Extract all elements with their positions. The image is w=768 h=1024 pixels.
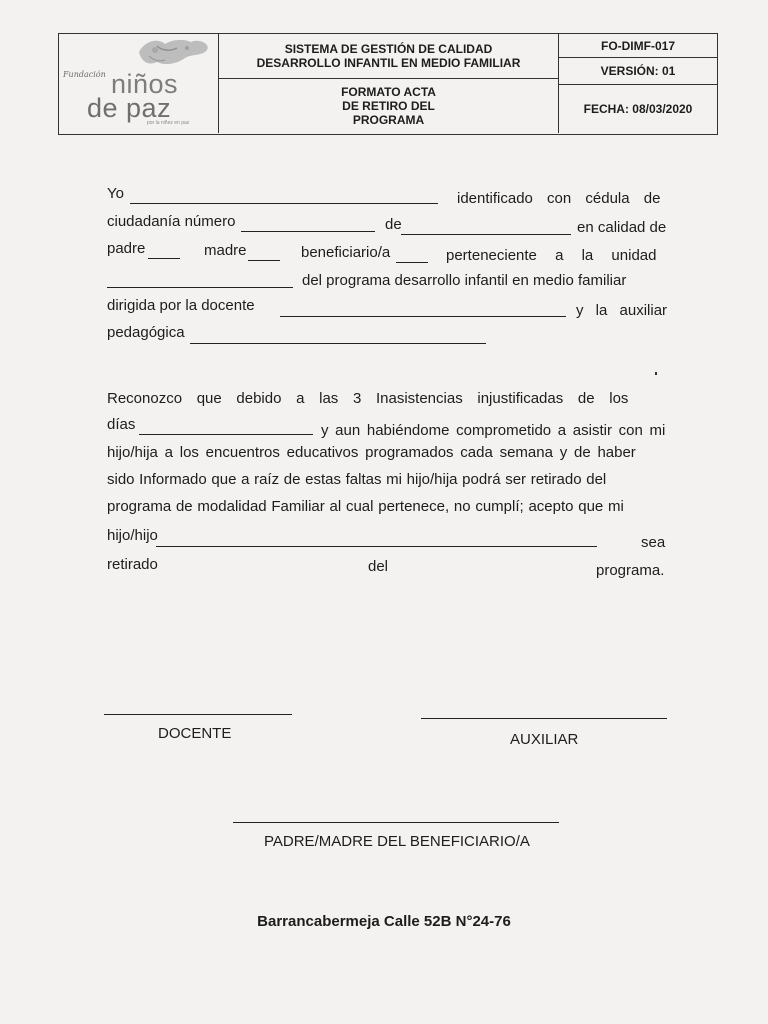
docente-blank bbox=[280, 316, 566, 317]
parent-signature-line bbox=[233, 822, 559, 823]
child-name-blank bbox=[156, 546, 597, 547]
text-del: del bbox=[368, 558, 389, 575]
docente-signature-line bbox=[104, 714, 292, 715]
system-title-line2: DESARROLLO INFANTIL EN MEDIO FAMILIAR bbox=[256, 56, 521, 70]
madre-blank bbox=[248, 260, 280, 261]
document-date: FECHA: 08/03/2020 bbox=[583, 102, 693, 116]
format-title bbox=[219, 79, 559, 133]
document-version: VERSIÓN: 01 bbox=[559, 58, 717, 85]
system-title-line1: SISTEMA DE GESTIÓN DE CALIDAD bbox=[284, 42, 493, 56]
logo-tagline: por la niñez en paz bbox=[147, 120, 190, 126]
beneficiario-blank bbox=[396, 262, 428, 263]
text-retirado: retirado bbox=[107, 556, 158, 573]
auxiliar-blank bbox=[190, 343, 486, 344]
auxiliar-signature-line bbox=[421, 718, 667, 719]
text-beneficiario: beneficiario/a bbox=[301, 244, 391, 261]
text-identificado: identificado con cédula de bbox=[457, 190, 661, 207]
padre-blank bbox=[148, 258, 180, 259]
text-dias: días bbox=[107, 416, 136, 433]
text-yo: Yo bbox=[107, 185, 124, 202]
text-programa: programa. bbox=[596, 562, 665, 579]
text-line2-rest: y aun habiéndome comprometido a asistir con mi bbox=[321, 422, 666, 439]
id-city-blank bbox=[401, 234, 571, 235]
text-madre: madre bbox=[204, 242, 247, 259]
text-line4: sido Informado que a raíz de estas faltas mi hijo/hija podrá ser retirado del bbox=[107, 471, 607, 488]
document-code: FO-DIMF-017 bbox=[559, 34, 717, 58]
id-number-blank bbox=[241, 231, 375, 232]
document-header bbox=[58, 33, 718, 135]
text-hijo: hijo/hijo bbox=[107, 527, 158, 544]
text-pedagogica: pedagógica bbox=[107, 324, 185, 341]
logo-name-line2: de paz bbox=[87, 93, 172, 123]
logo-small-text: Fundación bbox=[63, 70, 106, 79]
system-title bbox=[219, 34, 559, 79]
parent-label: PADRE/MADRE DEL BENEFICIARIO/A bbox=[264, 833, 530, 850]
docente-label: DOCENTE bbox=[158, 725, 232, 742]
text-del-programa: del programa desarrollo infantil en medio familiar bbox=[302, 272, 627, 289]
logo-name-line1: niños bbox=[111, 69, 179, 99]
unit-blank bbox=[107, 287, 293, 288]
logo bbox=[59, 34, 219, 133]
text-de: de bbox=[385, 216, 402, 233]
text-dirigida: dirigida por la docente bbox=[107, 297, 255, 314]
text-perteneciente: perteneciente a la unidad bbox=[446, 247, 657, 264]
footer-address: Barrancabermeja Calle 52B N°24-76 bbox=[257, 913, 511, 930]
text-en-calidad: en calidad de bbox=[577, 219, 667, 236]
format-title-line3: PROGRAMA bbox=[352, 113, 425, 127]
format-title-line1: FORMATO ACTA bbox=[341, 85, 436, 99]
ink-mark bbox=[655, 372, 657, 375]
text-padre: padre bbox=[107, 240, 146, 257]
text-y-auxiliar: y la auxiliar bbox=[576, 302, 668, 319]
format-title-line2: DE RETIRO DEL bbox=[342, 99, 435, 113]
text-line3: hijo/hija a los encuentros educativos programados cada semana y de haber bbox=[107, 444, 636, 461]
text-ciudadania: ciudadanía número bbox=[107, 213, 236, 230]
name-blank bbox=[130, 203, 438, 204]
text-sea: sea bbox=[641, 534, 666, 551]
auxiliar-label: AUXILIAR bbox=[510, 731, 579, 748]
dates-blank bbox=[139, 434, 313, 435]
text-line5: programa de modalidad Familiar al cual pertenece, no cumplí; acepto que mi bbox=[107, 498, 624, 515]
text-reconozco: Reconozco que debido a las 3 Inasistencias injustificadas de los bbox=[107, 390, 629, 407]
